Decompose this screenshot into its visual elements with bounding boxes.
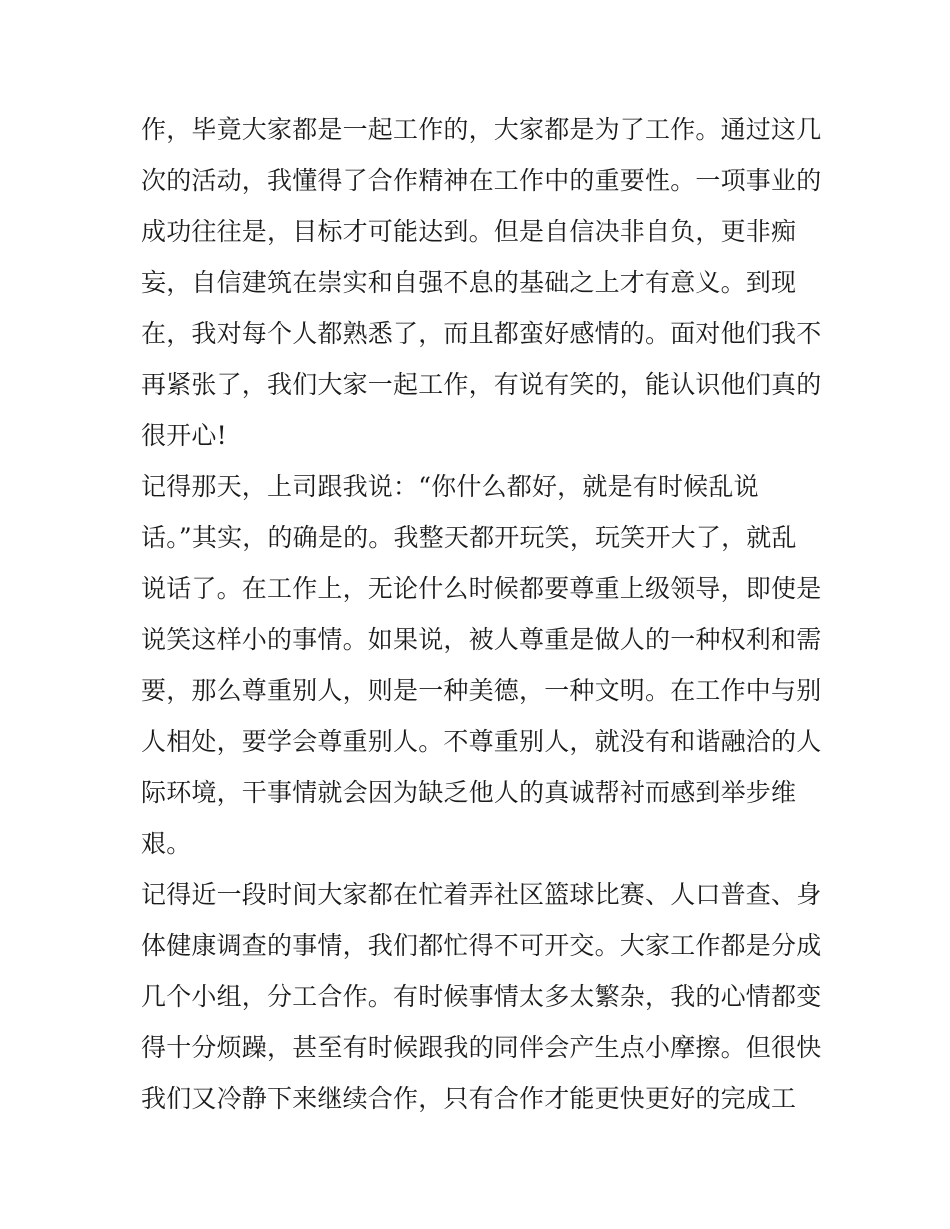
text-line: 很开心! (141, 421, 227, 450)
text-line: 次的活动，我懂得了合作精神在工作中的重要性。一项事业的 (141, 166, 822, 195)
text-line: 得十分烦躁，甚至有时候跟我的同伴会产生点小摩擦。但很快 (141, 1033, 822, 1062)
text-line: 在，我对每个人都熟悉了，而且都蛮好感情的。面对他们我不 (141, 319, 822, 348)
text-line: 人相处，要学会尊重别人。不尊重别人，就没有和谐融洽的人 (141, 727, 822, 756)
text-line: 际环境，干事情就会因为缺乏他人的真诚帮衬而感到举步维 (141, 778, 797, 807)
text-line: 我们又冷静下来继续合作，只有合作才能更快更好的完成工 (141, 1084, 797, 1113)
text-line: 几个小组，分工合作。有时候事情太多太繁杂，我的心情都变 (141, 982, 822, 1011)
text-line: 成功往往是，目标才可能达到。但是自信决非自负，更非痴 (141, 217, 797, 246)
text-line: 说笑这样小的事情。如果说，被人尊重是做人的一种权利和需 (141, 625, 822, 654)
text-line: 再紧张了，我们大家一起工作，有说有笑的，能认识他们真的 (141, 370, 822, 399)
text-line: 说话了。在工作上，无论什么时候都要尊重上级领导，即使是 (141, 574, 822, 603)
text-line: 话。”其实，的确是的。我整天都开玩笑，玩笑开大了，就乱 (141, 523, 797, 552)
text-line: 作，毕竟大家都是一起工作的，大家都是为了工作。通过这几 (141, 115, 822, 144)
text-line: 记得近一段时间大家都在忙着弄社区篮球比赛、人口普查、身 (141, 880, 822, 909)
text-line: 要，那么尊重别人，则是一种美德，一种文明。在工作中与别 (141, 676, 822, 705)
text-line: 艰。 (141, 829, 192, 858)
text-line: 妄，自信建筑在崇实和自强不息的基础之上才有意义。到现 (141, 268, 797, 297)
text-line: 体健康调查的事情，我们都忙得不可开交。大家工作都是分成 (141, 931, 822, 960)
text-line: 记得那天，上司跟我说：“你什么都好，就是有时候乱说 (141, 472, 759, 501)
